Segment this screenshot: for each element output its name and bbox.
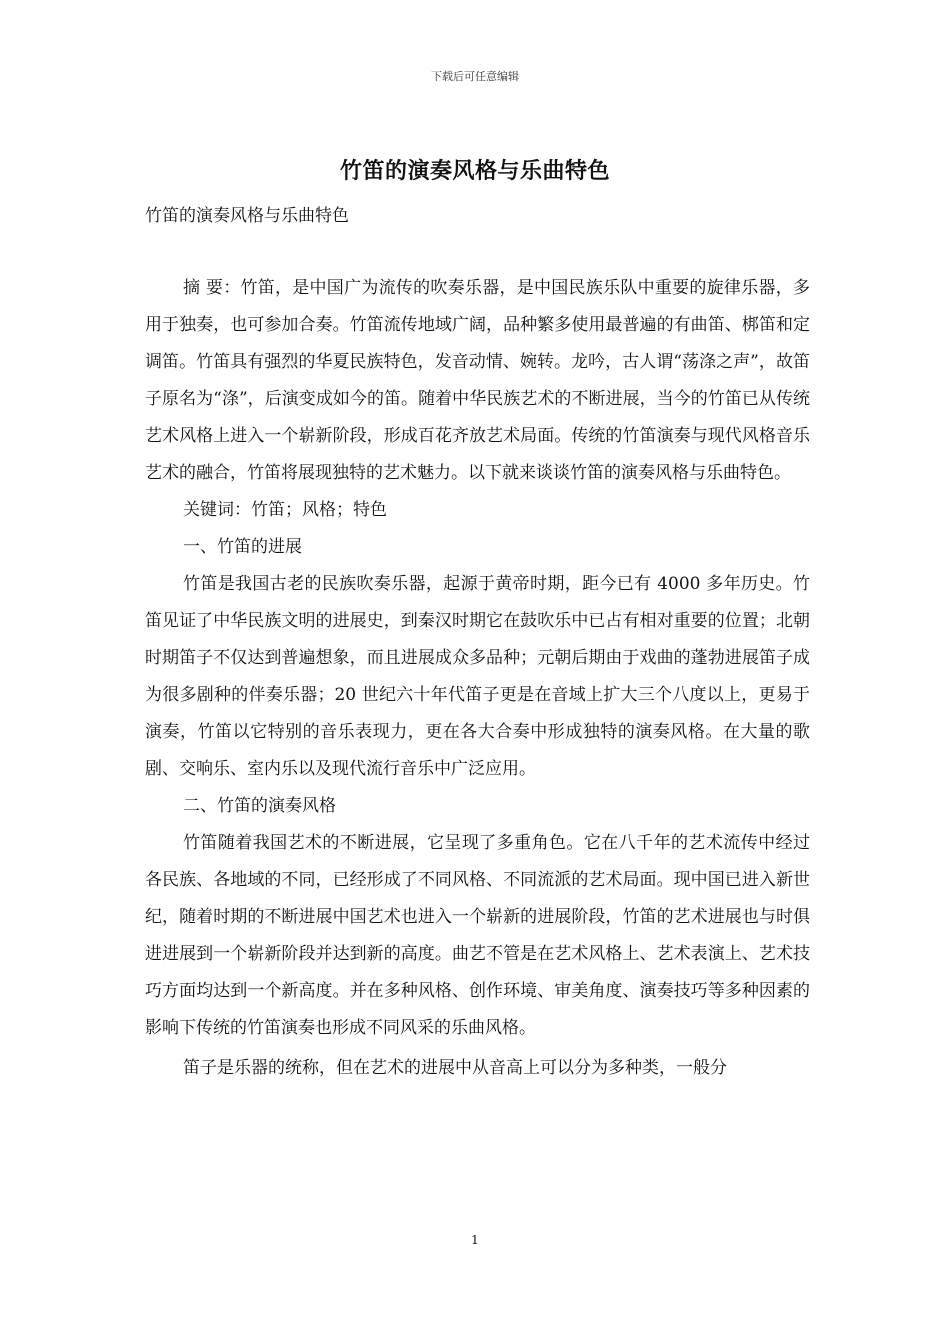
document-body (145, 270, 810, 1087)
document-subtitle: 竹笛的演奏风格与乐曲特色 (145, 206, 349, 226)
body-paragraph: 竹笛随着我国艺术的不断进展，它呈现了多重角色。它在八千年的艺术流传中经过各民族、各地域的不同，已经形成了不同风格、不同流派的艺术局面。现中国已进入新世纪，随着时期的不断进展中国艺术也进入一个崭新的进展阶段，竹笛的艺术进展也与时俱进进展到一个崭新阶段并达到新的高度。曲艺不管是在艺术风格上、艺术表演上、艺术技巧方面均达到一个新高度。并在多种风格、创作环境、审美角度、演奏技巧等多种因素的影响下传统的竹笛演奏也形成不同风采的乐曲风格。 (145, 833, 810, 1038)
page-number: 1 (471, 1233, 479, 1247)
keywords-paragraph: 关键词：竹笛；风格；特色 (183, 500, 387, 520)
document-title: 竹笛的演奏风格与乐曲特色 (339, 158, 610, 184)
body-paragraph: 竹笛是我国古老的民族吹奏乐器，起源于黄帝时期，距今已有 4000 多年历史。竹笛见证了中华民族文明的进展史，到秦汉时期它在鼓吹乐中已占有相对重要的位置；北朝时期笛子不仅达到普遍想象，而且进展成众多品种；元朝后期由于戏曲的蓬勃进展笛子成为很多剧种的伴奏乐器；20 世纪六十年代笛子更是在音域上扩大三个八度以上，更易于演奏，竹笛以它特别的音乐表现力，更在各大合奏中形成独特的演奏风格。在大量的歌剧、交响乐、室内乐以及现代流行音乐中广泛应用。 (145, 574, 810, 779)
header-note: 下载后可任意编辑 (431, 70, 519, 83)
section-heading-2: 二、竹笛的演奏风格 (183, 796, 336, 816)
abstract-paragraph: 摘 要：竹笛，是中国广为流传的吹奏乐器，是中国民族乐队中重要的旋律乐器，多用于独奏，也可参加合奏。竹笛流传地域广阔，品种繁多使用最普遍的有曲笛、梆笛和定调笛。竹笛具有强烈的华夏民族特色，发音动情、婉转。龙吟，古人谓“荡涤之声”，故笛子原名为“涤”，后演变成如今的笛。随着中华民族艺术的不断进展，当今的竹笛已从传统艺术风格上进入一个崭新阶段，形成百花齐放艺术局面。传统的竹笛演奏与现代风格音乐艺术的融合，竹笛将展现独特的艺术魅力。以下就来谈谈竹笛的演奏风格与乐曲特色。 (145, 278, 810, 483)
body-paragraph: 笛子是乐器的统称，但在艺术的进展中从音高上可以分为多种类，一般分 (183, 1058, 727, 1078)
section-heading-1: 一、竹笛的进展 (183, 537, 302, 557)
